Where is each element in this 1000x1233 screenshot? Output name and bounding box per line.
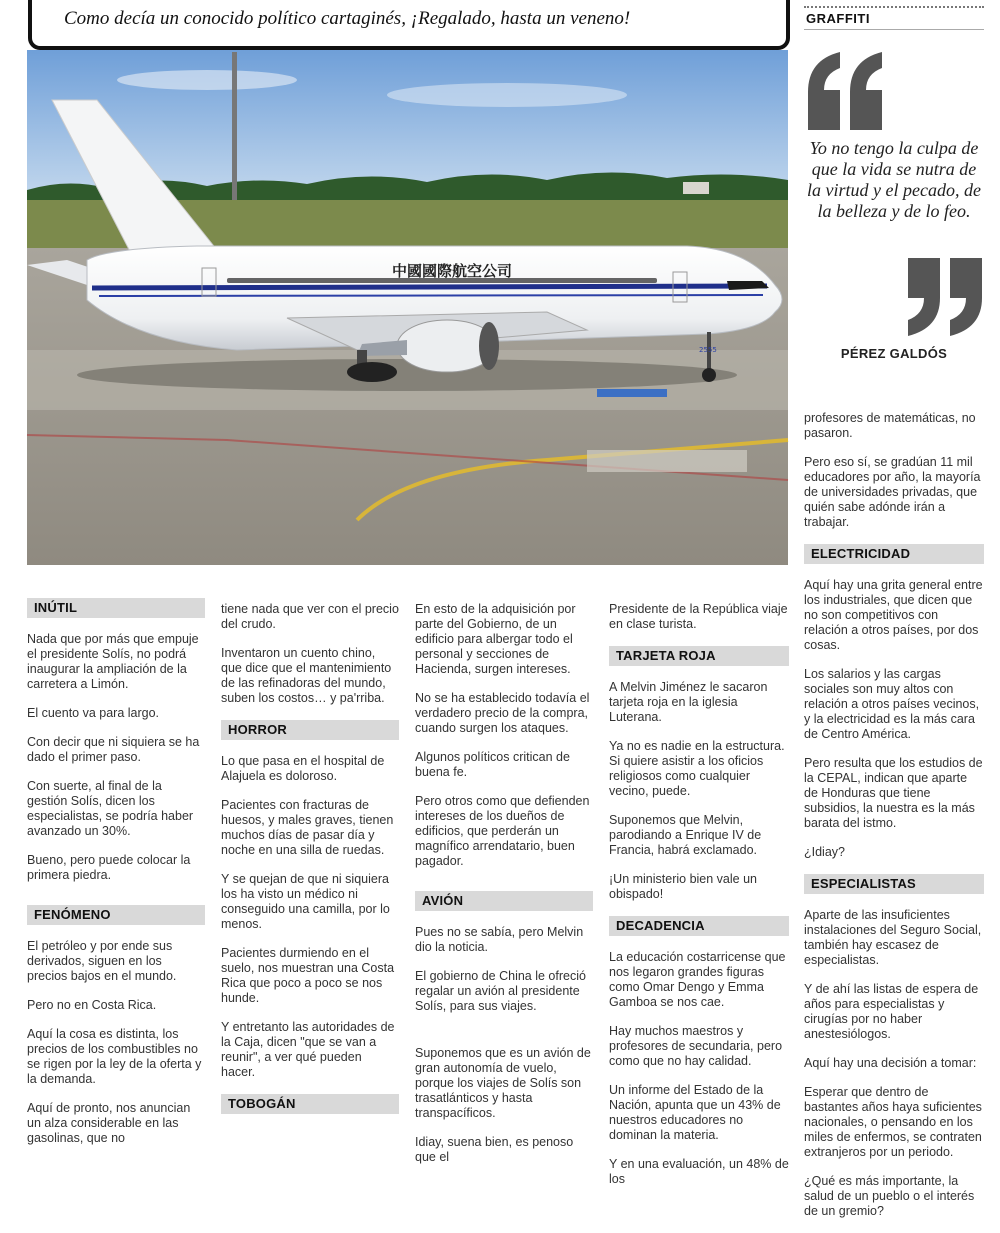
section-heading-especialistas: ESPECIALISTAS (804, 874, 984, 894)
paragraph: Aparte de las insuficientes instalaciones del Seguro Social, también hay escasez de especialistas. (804, 908, 982, 967)
close-quote-icon (906, 258, 986, 338)
paragraph: Los salarios y las cargas sociales son muy altos con relación a otros países vecinos, y la electricidad es la más cara de Centro América. (804, 667, 980, 741)
paragraph: Aquí hay una grita general entre los industriales, que dicen que no son competitivos con relación a otros países, por dos cosas. (804, 578, 983, 652)
section-heading-inutil: INÚTIL (27, 598, 205, 618)
paragraph: Hay muchos maestros y profesores de secundaria, pero como que no hay calidad. (609, 1024, 783, 1068)
graffiti-label: GRAFFITI (806, 11, 870, 26)
paragraph: Pero resulta que los estudios de la CEPAL, indican que aparte de Honduras que tiene subsidios, la nuestra es la más barata del istmo. (804, 756, 983, 830)
paragraph: Pacientes durmiendo en el suelo, nos muestran una Costa Rica que poco a poco se nos hunde. (221, 946, 395, 1005)
header-quote-box (28, 0, 790, 50)
section-heading-decadencia: DECADENCIA (609, 916, 789, 936)
paragraph: Bueno, pero puede colocar la primera piedra. (27, 853, 191, 882)
paragraph: Pero otros como que defienden intereses de los dueños de edificios, que perderán un magnífico arrendatario, buen pagador. (415, 794, 590, 868)
header-quote: Como decía un conocido político cartaginés, ¡Regalado, hasta un veneno! (64, 8, 631, 29)
section-heading-avion: AVIÓN (415, 891, 593, 911)
column-5 (804, 411, 984, 1233)
paragraph: Aquí de pronto, nos anuncian un alza considerable en las gasolinas, que no (27, 1101, 191, 1145)
paragraph: La educación costarricense que nos legaron grandes figuras como Omar Dengo y Emma Gamboa se nos cae. (609, 950, 786, 1009)
paragraph: Suponemos que Melvin, parodiando a Enrique IV de Francia, habrá exclamado. (609, 813, 762, 857)
paragraph: Pacientes con fracturas de huesos, y males graves, tienen muchos días de pasar día y noche en una silla de ruedas. (221, 798, 394, 857)
graffiti-quote: Yo no tengo la culpa de que la vida se nutra de la virtud y el pecado, de la belleza y de lo feo. (807, 138, 981, 221)
column-4 (609, 602, 789, 1201)
paragraph: El gobierno de China le ofreció regalar un avión al presidente Solís, para sus viajes. (415, 969, 586, 1013)
paragraph: ¿Qué es más importante, la salud de un pueblo o el interés de un gremio? (804, 1174, 975, 1218)
paragraph: Un informe del Estado de la Nación, apunta que un 43% de nuestros educadores no dominan la materia. (609, 1083, 781, 1142)
paragraph: Esperar que dentro de bastantes años haya suficientes nacionales, o pensando en los miles de enfermos, se contraten extranjeros por un periodo. (804, 1085, 982, 1159)
paragraph: El petróleo y por ende sus derivados, siguen en los precios bajos en el mundo. (27, 939, 177, 983)
paragraph: Pero no en Costa Rica. (27, 998, 157, 1012)
graffiti-author: PÉREZ GALDÓS (840, 346, 948, 361)
paragraph: Presidente de la República viaje en clase turista. (609, 602, 788, 631)
paragraph: Suponemos que es un avión de gran autonomía de vuelo, porque los viajes de Solís son trasatlánticos y hasta transpacíficos. (415, 1046, 591, 1120)
paragraph: ¿Idiay? (804, 845, 845, 859)
paragraph: Y en una evaluación, un 48% de los (609, 1157, 789, 1186)
column-2 (221, 602, 399, 1128)
section-heading-tobogan: TOBOGÁN (221, 1094, 399, 1114)
open-quote-icon (806, 52, 886, 132)
paragraph: En esto de la adquisición por parte del Gobierno, de un edificio para albergar todo el personal y secciones de Hacienda, surgen intereses. (415, 602, 576, 676)
paragraph: profesores de matemáticas, no pasaron. (804, 411, 976, 440)
airline-name: 中國國際航空公司 (392, 262, 513, 280)
paragraph: Pero eso sí, se gradúan 11 mil educadores por año, la mayoría de universidades privadas, que quién sabe adónde irán a trabajar. (804, 455, 981, 529)
paragraph: Ya no es nadie en la estructura. Si quiere asistir a los oficios religiosos como cualquier vecino, puede. (609, 739, 785, 798)
paragraph: Pues no se sabía, pero Melvin dio la noticia. (415, 925, 584, 954)
paragraph: tiene nada que ver con el precio del crudo. (221, 602, 399, 631)
paragraph: Aquí hay una decisión a tomar: (804, 1056, 977, 1070)
paragraph: Con decir que ni siquiera se ha dado el primer paso. (27, 735, 200, 764)
paragraph: Inventaron un cuento chino, que dice que el mantenimiento de las refinadoras del mundo, suben los costos… y pa'rriba. (221, 646, 392, 705)
column-3 (415, 602, 593, 1179)
paragraph: A Melvin Jiménez le sacaron tarjeta roja en la iglesia Luterana. (609, 680, 768, 724)
section-heading-horror: HORROR (221, 720, 399, 740)
paragraph: Nada que por más que empuje el presidente Solís, no podrá inaugurar la ampliación de la carretera a Limón. (27, 632, 199, 691)
paragraph: Y de ahí las listas de espera de años para especialistas y cirugías por no haber anestesiólogos. (804, 982, 979, 1041)
column-1 (27, 598, 205, 1160)
section-heading-electricidad: ELECTRICIDAD (804, 544, 984, 564)
paragraph: ¡Un ministerio bien vale un obispado! (609, 872, 757, 901)
paragraph: No se ha establecido todavía el verdadero precio de la compra, cuando surgen los ataques. (415, 691, 590, 735)
airplane-photo (27, 50, 788, 565)
nose-code: 2555 (699, 346, 717, 354)
paragraph: Con suerte, al final de la gestión Solís, dicen los especialistas, se podría haber avanzado un 30%. (27, 779, 194, 838)
paragraph: Y entretanto las autoridades de la Caja, dicen "que se van a reunir", a ver qué pueden hacer. (221, 1020, 395, 1079)
paragraph: Algunos políticos critican de buena fe. (415, 750, 570, 779)
section-heading-fenomeno: FENÓMENO (27, 905, 205, 925)
paragraph: El cuento va para largo. (27, 706, 160, 720)
graffiti-top-dots (804, 6, 984, 8)
paragraph: Y se quejan de que ni siquiera los ha visto un médico ni conseguido una camilla, por lo menos. (221, 872, 390, 931)
paragraph: Aquí la cosa es distinta, los precios de los combustibles no se rigen por la ley de la oferta y la demanda. (27, 1027, 202, 1086)
paragraph: Lo que pasa en el hospital de Alajuela es doloroso. (221, 754, 385, 783)
graffiti-divider (804, 29, 984, 30)
section-heading-tarjeta-roja: TARJETA ROJA (609, 646, 789, 666)
paragraph: Idiay, suena bien, es penoso que el (415, 1135, 574, 1164)
